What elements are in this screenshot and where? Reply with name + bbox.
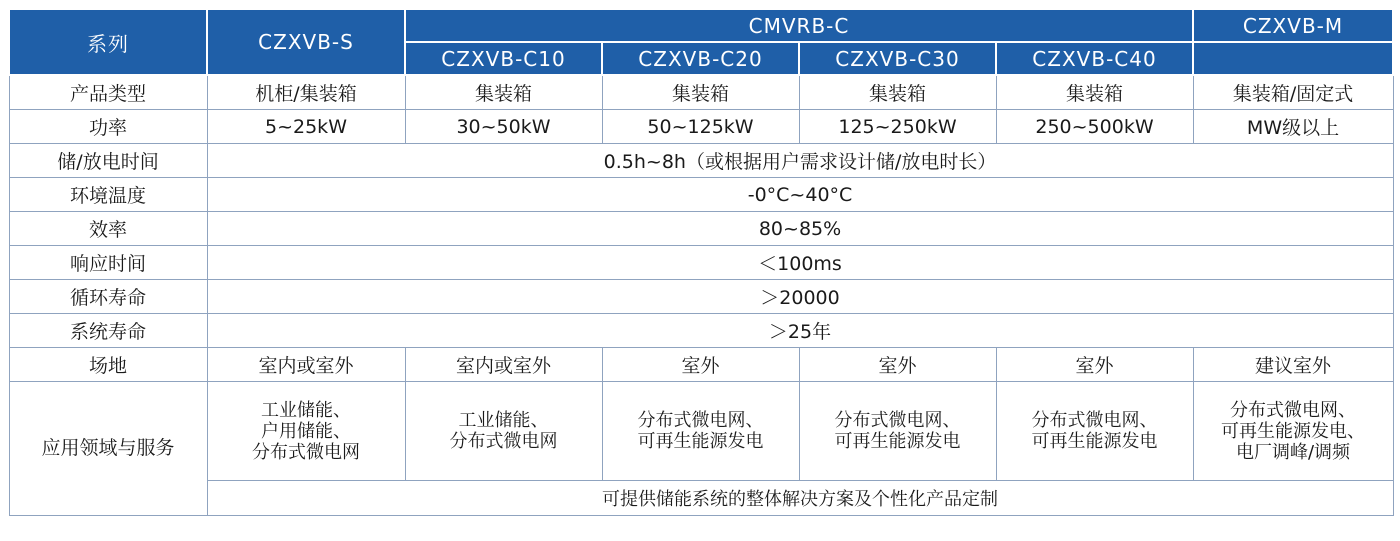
header-c-series: CMVRB-C — [405, 9, 1193, 42]
header-series: 系列 — [9, 9, 207, 75]
cell-power-c40: 250~500kW — [996, 110, 1193, 144]
row-efficiency — [9, 212, 1393, 246]
cell-temperature: -0°C~40°C — [207, 178, 1393, 212]
row-site — [9, 348, 1393, 382]
cell-site-s: 室内或室外 — [207, 348, 405, 382]
label-power: 功率 — [9, 110, 207, 144]
cell-site-c10: 室内或室外 — [405, 348, 602, 382]
cell-application-c20 — [602, 382, 799, 481]
cell-product-type-c30: 集装箱 — [799, 75, 996, 110]
row-application-note — [9, 481, 1393, 516]
header-m-series: CZXVB-M — [1193, 9, 1393, 42]
cell-product-type-s: 机柜/集装箱 — [207, 75, 405, 110]
cell-site-c20: 室外 — [602, 348, 799, 382]
label-cycle-life: 循环寿命 — [9, 280, 207, 314]
cell-product-type-m: 集装箱/固定式 — [1193, 75, 1393, 110]
row-response — [9, 246, 1393, 280]
cell-power-c20: 50~125kW — [602, 110, 799, 144]
label-temperature: 环境温度 — [9, 178, 207, 212]
row-cycle-life — [9, 280, 1393, 314]
cell-duration: 0.5h~8h（或根据用户需求设计储/放电时长） — [207, 144, 1393, 178]
label-product-type: 产品类型 — [9, 75, 207, 110]
header-c20: CZXVB-C20 — [602, 42, 799, 75]
header-m-blank — [1193, 42, 1393, 75]
application-line: 分布式微电网 — [449, 431, 558, 452]
cell-application-c30 — [799, 382, 996, 481]
cell-application-c40 — [996, 382, 1193, 481]
cell-product-type-c40: 集装箱 — [996, 75, 1193, 110]
application-line: 工业储能、 — [458, 410, 549, 431]
application-line: 分布式微电网、 — [834, 410, 961, 431]
label-duration: 储/放电时间 — [9, 144, 207, 178]
cell-power-m: MW级以上 — [1193, 110, 1393, 144]
cell-site-c40: 室外 — [996, 348, 1193, 382]
cell-response: ＜100ms — [207, 246, 1393, 280]
cell-system-life: ＞25年 — [207, 314, 1393, 348]
application-line: 可再生能源发电 — [1031, 431, 1158, 452]
cell-application-c10 — [405, 382, 602, 481]
cell-application-note: 可提供储能系统的整体解决方案及个性化产品定制 — [207, 481, 1393, 516]
header-c40: CZXVB-C40 — [996, 42, 1193, 75]
header-c30: CZXVB-C30 — [799, 42, 996, 75]
row-power — [9, 110, 1393, 144]
application-line: 户用储能、 — [261, 420, 351, 442]
cell-application-s — [207, 382, 405, 481]
row-system-life — [9, 314, 1393, 348]
application-line: 可再生能源发电 — [637, 431, 764, 452]
application-line: 电厂调峰/调频 — [1235, 441, 1351, 463]
row-application — [9, 382, 1393, 481]
application-line: 分布式微电网 — [252, 441, 360, 463]
application-line: 工业储能、 — [261, 399, 351, 421]
header-row-1 — [9, 9, 1393, 42]
header-c10: CZXVB-C10 — [405, 42, 602, 75]
application-line: 分布式微电网、 — [637, 410, 764, 431]
cell-application-m — [1193, 382, 1393, 481]
header-s-series: CZXVB-S — [207, 9, 405, 75]
application-line: 分布式微电网、 — [1230, 399, 1357, 421]
row-duration — [9, 144, 1393, 178]
cell-site-c30: 室外 — [799, 348, 996, 382]
label-response: 响应时间 — [9, 246, 207, 280]
cell-site-m: 建议室外 — [1193, 348, 1393, 382]
cell-power-c10: 30~50kW — [405, 110, 602, 144]
cell-product-type-c10: 集装箱 — [405, 75, 602, 110]
cell-power-s: 5~25kW — [207, 110, 405, 144]
cell-cycle-life: ＞20000 — [207, 280, 1393, 314]
spec-table-container — [8, 8, 1392, 516]
row-temperature — [9, 178, 1393, 212]
application-line: 可再生能源发电、 — [1221, 420, 1366, 442]
cell-power-c30: 125~250kW — [799, 110, 996, 144]
label-site: 场地 — [9, 348, 207, 382]
label-system-life: 系统寿命 — [9, 314, 207, 348]
row-product-type — [9, 75, 1393, 110]
application-line: 可再生能源发电 — [834, 431, 961, 452]
cell-efficiency: 80~85% — [207, 212, 1393, 246]
label-efficiency: 效率 — [9, 212, 207, 246]
cell-product-type-c20: 集装箱 — [602, 75, 799, 110]
label-application: 应用领域与服务 — [9, 382, 207, 516]
product-spec-table — [8, 8, 1394, 516]
application-line: 分布式微电网、 — [1031, 410, 1158, 431]
